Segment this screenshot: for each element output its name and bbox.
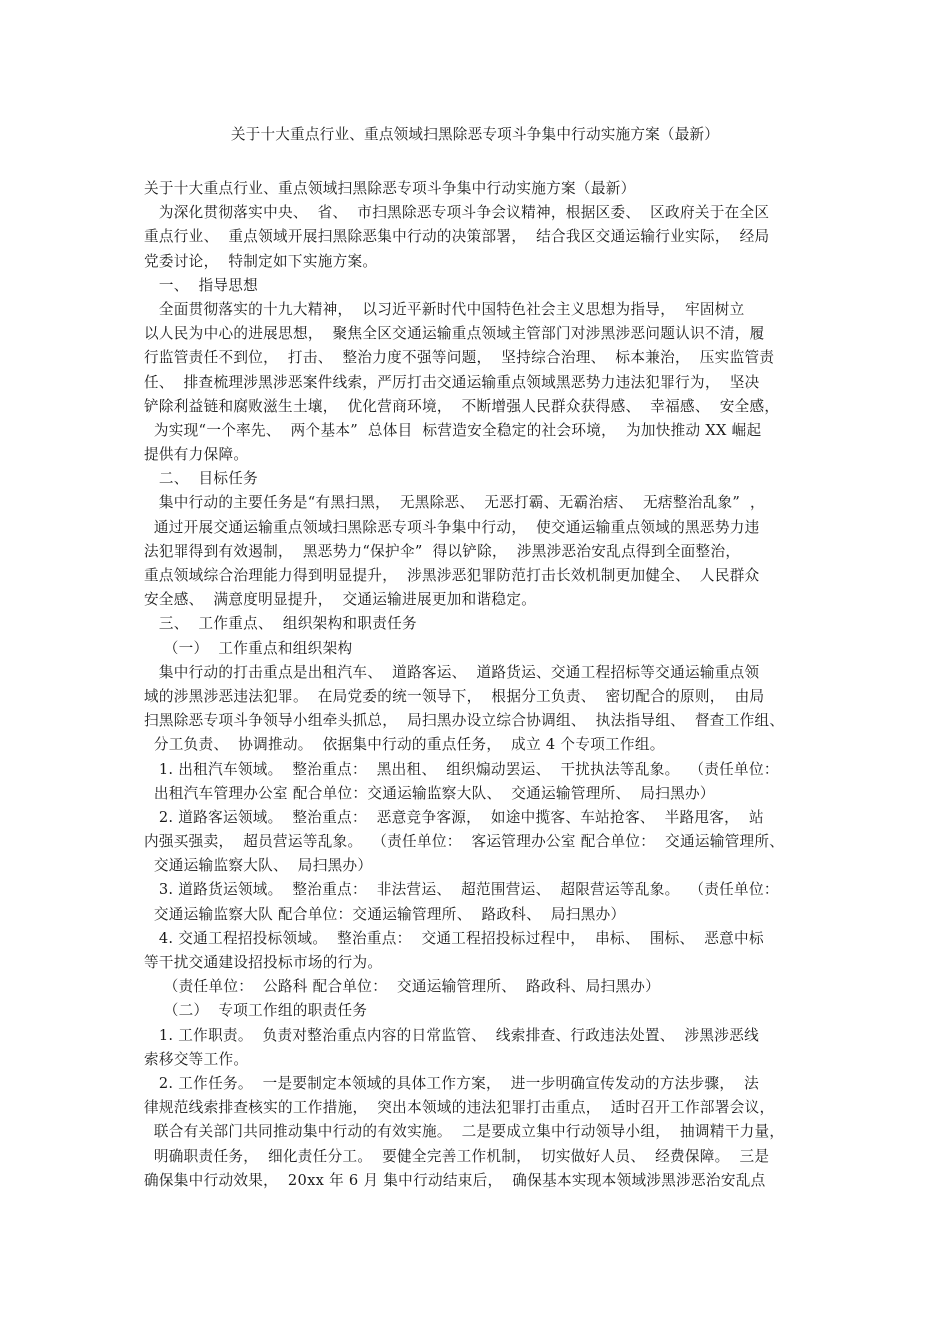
body-line: （二） 专项工作组的职责任务 [144, 1002, 368, 1020]
body-line: 为实现“一个率先、 两个基本” 总体目 标营造安全稳定的社会环境， 为加快推动 XX 崛起 [144, 421, 762, 439]
body-line: 关于十大重点行业、重点领域扫黑除恶专项斗争集中行动实施方案（最新） [144, 180, 636, 197]
body-line: 全面贯彻落实的十九大精神， 以习近平新时代中国特色社会主义思想为指导， 牢固树立 [144, 300, 745, 318]
body-line: 法犯罪得到有效遏制， 黑恶势力“保护伞” 得以铲除， 涉黑涉恶治安乱点得到全面整治， [144, 542, 741, 560]
body-line: 交通运输监察大队、 局扫黑办） [144, 857, 373, 875]
body-line: 行监管责任不到位， 打击、 整治力度不强等问题， 坚持综合治理、 标本兼治， 压实监管责 [144, 349, 775, 367]
body-line: 集中行动的主要任务是“有黑扫黑， 无黑除恶、 无恶打霸、无霸治痞、 无痞整治乱象” ， [144, 494, 765, 512]
body-line: 确保集中行动效果， 20xx 年 6 月 集中行动结束后， 确保基本实现本领域涉黑涉恶治安乱点 [144, 1171, 766, 1189]
body-line: 交通运输监察大队 配合单位：交通运输管理所、 路政科、 局扫黑办） [144, 905, 626, 923]
document-title: 关于十大重点行业、重点领域扫黑除恶专项斗争集中行动实施方案（最新） [230, 126, 720, 143]
body-line: 1. 出租汽车领域。 整治重点： 黑出租、 组织煽动罢运、 干扰执法等乱象。 （责任单位： [144, 760, 779, 778]
body-line: 2. 工作任务。 一是要制定本领域的具体工作方案， 进一步明确宣传发动的方法步骤， 法 [144, 1074, 759, 1092]
document-body [144, 177, 812, 1193]
body-line: 二、 目标任务 [144, 470, 259, 488]
body-line: （责任单位： 公路科 配合单位： 交通运输管理所、 路政科、局扫黑办） [144, 978, 661, 996]
body-line: 1. 工作职责。 负责对整治重点内容的日常监管、 线索排查、行政违法处置、 涉黑涉恶线 [144, 1026, 759, 1044]
body-line: 出租汽车管理办公室 配合单位：交通运输监察大队、 交通运输管理所、 局扫黑办） [144, 784, 715, 802]
body-line: 安全感、 满意度明显提升， 交通运输进展更加和谐稳定。 [144, 591, 537, 609]
body-line: 索移交等工作。 [144, 1050, 249, 1068]
body-line: 集中行动的打击重点是出租汽车、 道路客运、 道路货运、交通工程招标等交通运输重点领 [144, 663, 760, 681]
body-line: 域的涉黑涉恶违法犯罪。 在局党委的统一领导下， 根据分工负责、 密切配合的原则， 由局 [144, 687, 765, 705]
body-line: 3. 道路货运领域。 整治重点： 非法营运、 超范围营运、 超限营运等乱象。 （责任单位： [144, 881, 779, 899]
body-line: 联合有关部门共同推动集中行动的有效实施。 二是要成立集中行动领导小组， 抽调精干力量， [144, 1123, 785, 1141]
body-line: 明确职责任务， 细化责任分工。 要健全完善工作机制， 切实做好人员、 经费保障。 三是 [144, 1147, 770, 1165]
body-line: 律规范线索排查核实的工作措施， 突出本领域的违法犯罪打击重点， 适时召开工作部署会议， [144, 1099, 775, 1117]
body-line: 三、 工作重点、 组织架构和职责任务 [144, 615, 417, 633]
body-line: 重点行业、 重点领域开展扫黑除恶集中行动的决策部署， 结合我区交通运输行业实际， 经局 [144, 228, 770, 246]
body-line: 提供有力保障。 [144, 446, 249, 464]
body-line: 铲除利益链和腐败滋生土壤， 优化营商环境， 不断增强人民群众获得感、 幸福感、 安全感， [144, 397, 780, 415]
body-line: 分工负责、 协调推动。 依据集中行动的重点任务， 成立 4 个专项工作组。 [144, 736, 665, 754]
body-line: 为深化贯彻落实中央、 省、 市扫黑除恶专项斗争会议精神，根据区委、 区政府关于在全区 [144, 204, 770, 222]
body-line: 以人民为中心的进展思想， 聚焦全区交通运输重点领域主管部门对涉黑涉恶问题认识不清，履 [144, 325, 765, 343]
body-line: 内强买强卖， 超员营运等乱象。 （责任单位： 客运管理办公室 配合单位： 交通运输管理所、 [144, 833, 785, 851]
body-line: 党委讨论， 特制定如下实施方案。 [144, 252, 378, 270]
body-line: 重点领域综合治理能力得到明显提升， 涉黑涉恶犯罪防范打击长效机制更加健全、 人民群众 [144, 567, 760, 584]
body-line: 4. 交通工程招投标领域。 整治重点： 交通工程招投标过程中， 串标、 围标、 恶意中标 [144, 929, 764, 947]
body-line: 2. 道路客运领域。 整治重点： 恶意竞争客源， 如途中揽客、车站抢客、 半路甩客， 站 [144, 808, 764, 826]
body-line: 通过开展交通运输重点领域扫黑除恶专项斗争集中行动， 使交通运输重点领域的黑恶势力违 [144, 518, 760, 536]
body-line: （一） 工作重点和组织架构 [144, 639, 353, 657]
body-line: 等干扰交通建设招投标市场的行为。 [144, 954, 383, 971]
body-line: 任、 排查梳理涉黑涉恶案件线索，严厉打击交通运输重点领域黑恶势力违法犯罪行为， 坚决 [144, 373, 760, 391]
body-line: 一、 指导思想 [144, 276, 259, 294]
body-line: 扫黑除恶专项斗争领导小组牵头抓总， 局扫黑办设立综合协调组、 执法指导组、 督查工作组、 [144, 712, 785, 730]
